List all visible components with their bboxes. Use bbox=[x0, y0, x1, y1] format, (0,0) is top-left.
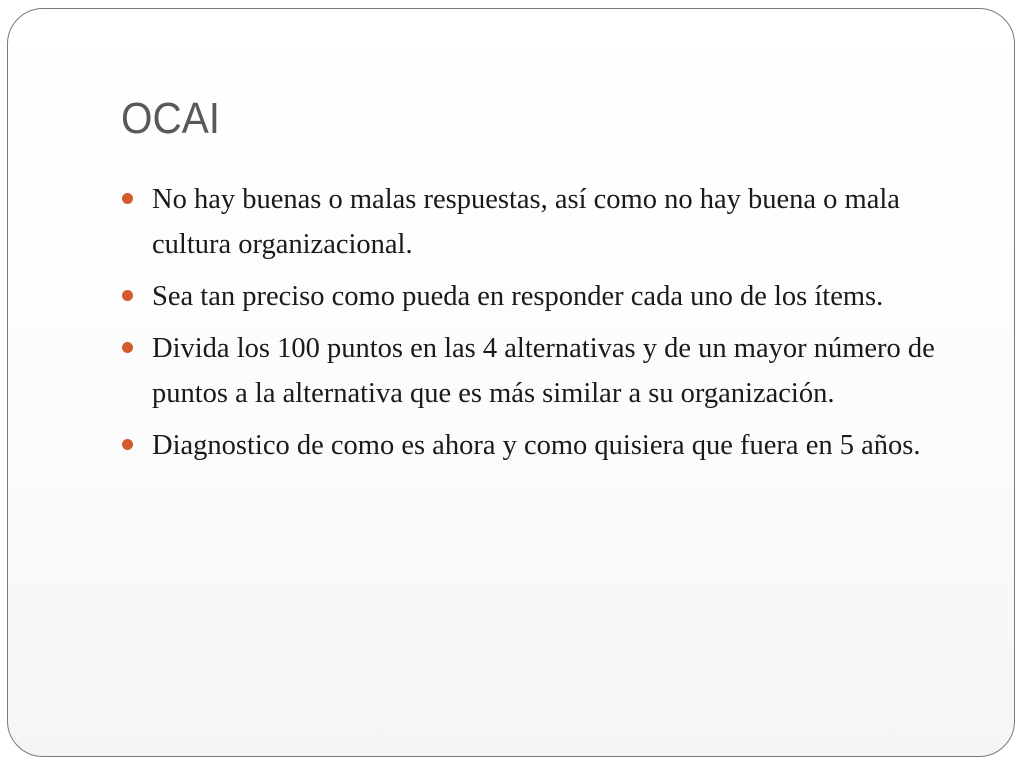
bullet-list bbox=[121, 177, 981, 475]
bullet-item bbox=[121, 326, 981, 416]
bullet-dot-icon bbox=[122, 342, 133, 353]
slide-frame bbox=[7, 8, 1015, 757]
slide-title: OCAI bbox=[121, 94, 220, 143]
bullet-text: Sea tan preciso como pueda en responder cada uno de los ítems. bbox=[152, 281, 884, 312]
bullet-item bbox=[121, 274, 981, 319]
bullet-text: Diagnostico de como es ahora y como quisiera que fuera en 5 años. bbox=[152, 430, 921, 461]
bullet-dot-icon bbox=[122, 193, 133, 204]
bullet-item bbox=[121, 423, 981, 468]
bullet-dot-icon bbox=[122, 290, 133, 301]
bullet-text: Divida los 100 puntos en las 4 alternativas y de un mayor número de puntos a la alternativa que es más similar a su organización. bbox=[152, 333, 935, 409]
bullet-dot-icon bbox=[122, 439, 133, 450]
bullet-text: No hay buenas o malas respuestas, así como no hay buena o mala cultura organizacional. bbox=[152, 184, 900, 260]
bullet-item bbox=[121, 177, 981, 267]
